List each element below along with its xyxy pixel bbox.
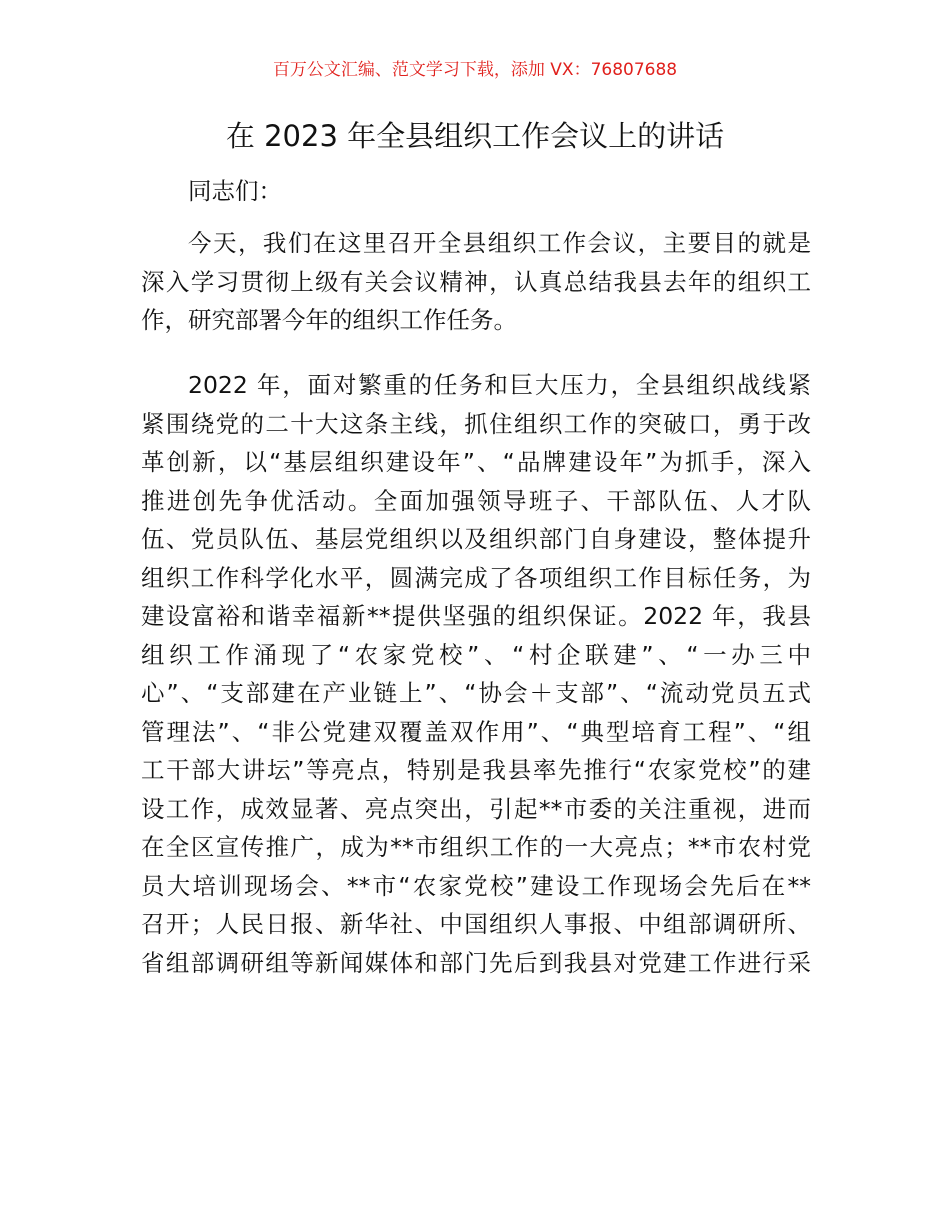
paragraph-line: 2022 年，面对繁重的任务和巨大压力，全县组织战线紧	[188, 371, 811, 399]
header-note: 百万公文汇编、范文学习下载，添加 VX：76807688	[272, 60, 678, 80]
paragraph-line: 员大培训现场会、**市“农家党校”建设工作现场会先后在**	[141, 871, 811, 900]
paragraph-line: 组织工作涌现了“农家党校”、“村企联建”、“一办三中	[141, 640, 811, 669]
document-title: 在 2023 年全县组织工作会议上的讲话	[225, 119, 725, 153]
paragraph-line: 管理法”、“非公党建双覆盖双作用”、“典型培育工程”、“组	[141, 717, 811, 746]
paragraph-line: 伍、党员队伍、基层党组织以及组织部门自身建设，整体提升	[141, 525, 811, 553]
paragraph-line: 工干部大讲坛”等亮点，特别是我县率先推行“农家党校”的建	[141, 756, 811, 784]
paragraph-line	[141, 1021, 811, 1060]
paragraph-line: 今天，我们在这里召开全县组织工作会议，主要目的就是	[188, 229, 811, 257]
paragraph-line: 推进创先争优活动。全面加强领导班子、干部队伍、人才队	[141, 486, 811, 515]
paragraph-line: 建设富裕和谐幸福新**提供坚强的组织保证。2022 年，我县	[141, 602, 811, 630]
paragraph-line: 省组部调研组等新闻媒体和部门先后到我县对党建工作进行采	[141, 948, 811, 977]
paragraph-line	[141, 982, 811, 1021]
paragraph-line: 设工作，成效显著、亮点突出，引起**市委的关注重视，进而	[141, 794, 811, 823]
greeting: 同志们：	[188, 177, 282, 205]
paragraph-line: 深入学习贯彻上级有关会议精神，认真总结我县去年的组织工	[141, 267, 811, 296]
paragraph-line: 紧围绕党的二十大这条主线，抓住组织工作的突破口，勇于改	[141, 409, 811, 438]
paragraph-2	[141, 366, 811, 1059]
paragraph-line: 召开；人民日报、新华社、中国组织人事报、中组部调研所、	[141, 910, 811, 938]
paragraph-line: 作，研究部署今年的组织工作任务。	[141, 306, 517, 334]
paragraph-line: 在全区宣传推广，成为**市组织工作的一大亮点；**市农村党	[141, 833, 811, 861]
paragraph-line: 心”、“支部建在产业链上”、“协会＋支部”、“流动党员五式	[141, 679, 811, 707]
paragraph-1	[141, 224, 811, 340]
paragraph-line: 革创新，以“基层组织建设年”、“品牌建设年”为抓手，深入	[141, 448, 811, 476]
paragraph-line: 组织工作科学化水平，圆满完成了各项组织工作目标任务，为	[141, 563, 811, 592]
